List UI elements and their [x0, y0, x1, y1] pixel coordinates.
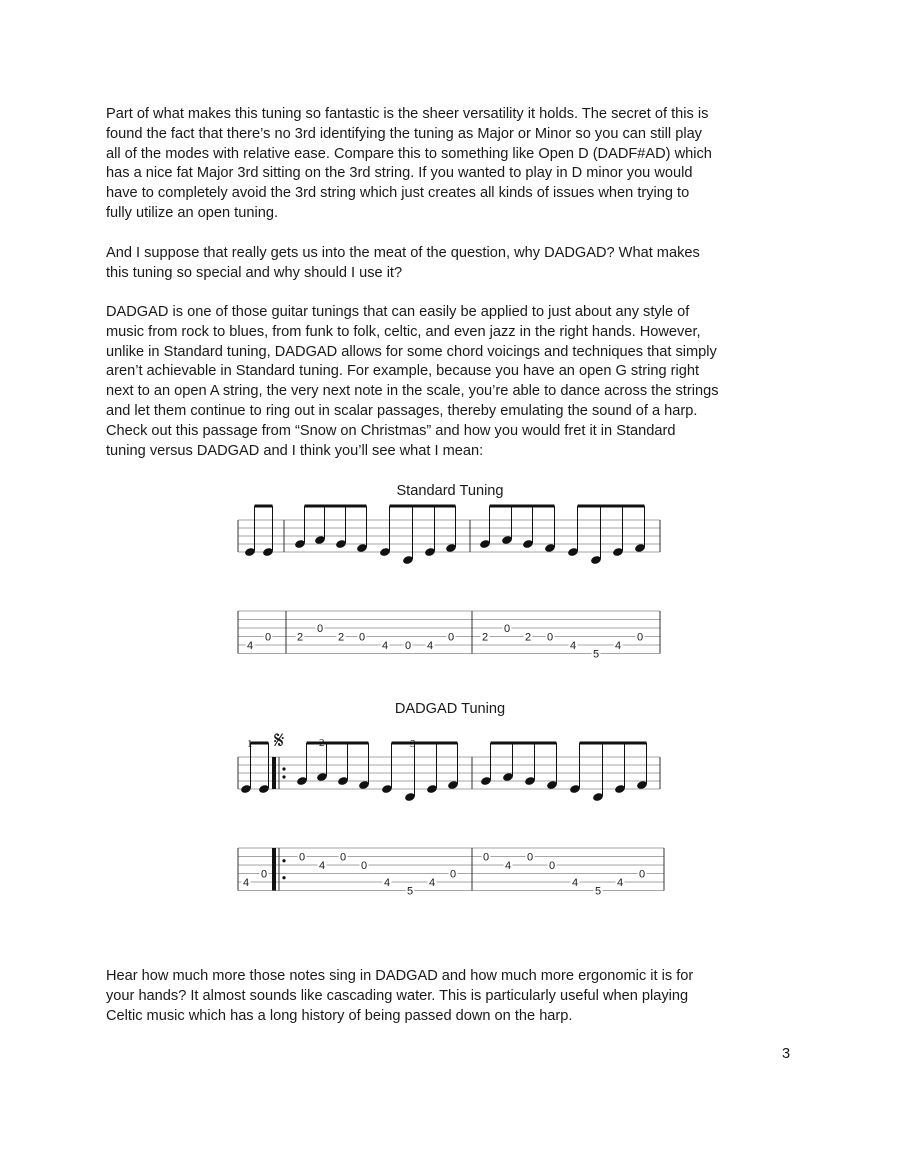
text-line: Check out this passage from “Snow on Christmas” and how you would fret it in Standard [106, 422, 676, 439]
beam [305, 505, 367, 508]
beam [390, 505, 456, 508]
tab-fret-number: 0 [526, 851, 534, 864]
beam [392, 742, 458, 745]
tab-fret-number: 2 [481, 631, 489, 644]
tab-fret-number: 4 [571, 877, 579, 889]
beam [490, 505, 555, 508]
dadgad-notation-staff [238, 742, 660, 803]
beam [251, 742, 269, 745]
standard-tuning-caption: Standard Tuning [396, 483, 504, 499]
tab-fret-number: 0 [449, 868, 457, 881]
text-line: this tuning so special and why should I use it? [106, 264, 403, 281]
tab-fret-number: 5 [406, 885, 414, 898]
beam [578, 505, 645, 508]
tab-fret-number: 4 [242, 877, 250, 889]
tab-fret-number: 0 [548, 860, 556, 872]
tab-fret-number: 0 [339, 851, 347, 864]
text-line: next to an open A string, the very next note in the scale, you’re able to dance across the strings [106, 383, 719, 400]
standard-tablature [238, 611, 660, 661]
text-line: And I suppose that really gets us into the meat of the question, why DADGAD? What makes [106, 245, 700, 261]
tab-fret-number: 2 [337, 631, 345, 644]
beam [307, 742, 369, 745]
page-number: 3 [782, 1046, 791, 1062]
text-line: Part of what makes this tuning so fantastic is the sheer versatility it holds. The secret of this is [106, 106, 709, 122]
text-line: Celtic music which has a long history of being passed down on the harp. [106, 1007, 573, 1024]
measure-number: 1 [247, 738, 253, 750]
tab-fret-number: 0 [298, 851, 306, 864]
tab-fret-number: 4 [383, 877, 391, 889]
segno-sign: 𝄋 [274, 726, 285, 754]
repeat-dot [282, 767, 285, 770]
tab-fret-number: 4 [246, 640, 254, 652]
text-line: unlike in Standard tuning, DADGAD allows for some chord voicings and techniques that simply [106, 343, 717, 360]
standard-notation-staff [238, 505, 660, 566]
tab-fret-number: 4 [318, 860, 326, 872]
tab-fret-number: 0 [447, 631, 455, 644]
tab-fret-number: 0 [316, 623, 324, 635]
text-line: music from rock to blues, from funk to folk, celtic, and even jazz in the right hands. However, [106, 323, 701, 340]
text-line: all of the modes with relative ease. Compare this to something like Open D (DADF#AD) which [106, 145, 712, 162]
tab-fret-number: 4 [426, 640, 434, 652]
tab-fret-number: 4 [504, 860, 512, 872]
text-line: and let them continue to ring out in scalar passages, thereby emulating the sound of a harp. [106, 402, 698, 419]
tab-fret-number: 0 [264, 631, 272, 644]
beam [491, 742, 557, 745]
tab-fret-number: 5 [594, 885, 602, 898]
tab-fret-number: 4 [381, 640, 389, 652]
text-line: your hands? It almost sounds like cascading water. This is particularly useful when playing [106, 987, 689, 1004]
tab-fret-number: 4 [614, 640, 622, 652]
tab-fret-number: 2 [524, 631, 532, 644]
measure-number: 2 [319, 737, 325, 749]
tab-fret-number: 0 [638, 868, 646, 881]
text-line: fully utilize an open tuning. [106, 204, 278, 221]
beam [255, 505, 273, 508]
tab-fret-number: 0 [546, 631, 554, 644]
text-line: has a nice fat Major 3rd sitting on the 3rd string. If you wanted to play in D minor you would [106, 165, 693, 182]
tab-fret-number: 0 [358, 631, 366, 644]
tab-fret-number: 4 [569, 640, 577, 652]
text-line: tuning versus DADGAD and I think you’ll see what I mean: [106, 442, 484, 459]
tab-repeat-dot [282, 859, 285, 862]
tab-fret-number: 0 [260, 868, 268, 881]
tab-fret-number: 4 [428, 877, 436, 889]
tab-fret-number: 0 [503, 623, 511, 635]
text-line: found the fact that there’s no 3rd identifying the tuning as Major or Minor so you can still play [106, 125, 702, 142]
tab-fret-number: 4 [616, 877, 624, 889]
tab-fret-number: 0 [404, 640, 412, 652]
tab-fret-number: 0 [360, 860, 368, 872]
repeat-dot [282, 775, 285, 778]
tab-repeat-dot [282, 876, 285, 879]
tab-fret-number: 0 [482, 851, 490, 864]
tab-fret-number: 2 [296, 631, 304, 644]
text-line: Hear how much more those notes sing in DADGAD and how much more ergonomic it is for [106, 968, 694, 984]
measure-number: 3 [410, 738, 416, 750]
tab-fret-number: 0 [636, 631, 644, 644]
dadgad-tablature [238, 848, 664, 898]
paragraph-harp [106, 967, 806, 1026]
dadgad-tuning-caption: DADGAD Tuning [394, 701, 506, 717]
text-line: have to completely avoid the 3rd string which just creates all kinds of issues when trying to [106, 185, 690, 202]
tab-fret-number: 5 [592, 648, 600, 661]
beam [580, 742, 647, 745]
text-line: aren’t achievable in Standard tuning. For example, because you have an open G string right [106, 363, 700, 380]
text-line: DADGAD is one of those guitar tunings that can easily be applied to just about any style of [106, 304, 690, 320]
